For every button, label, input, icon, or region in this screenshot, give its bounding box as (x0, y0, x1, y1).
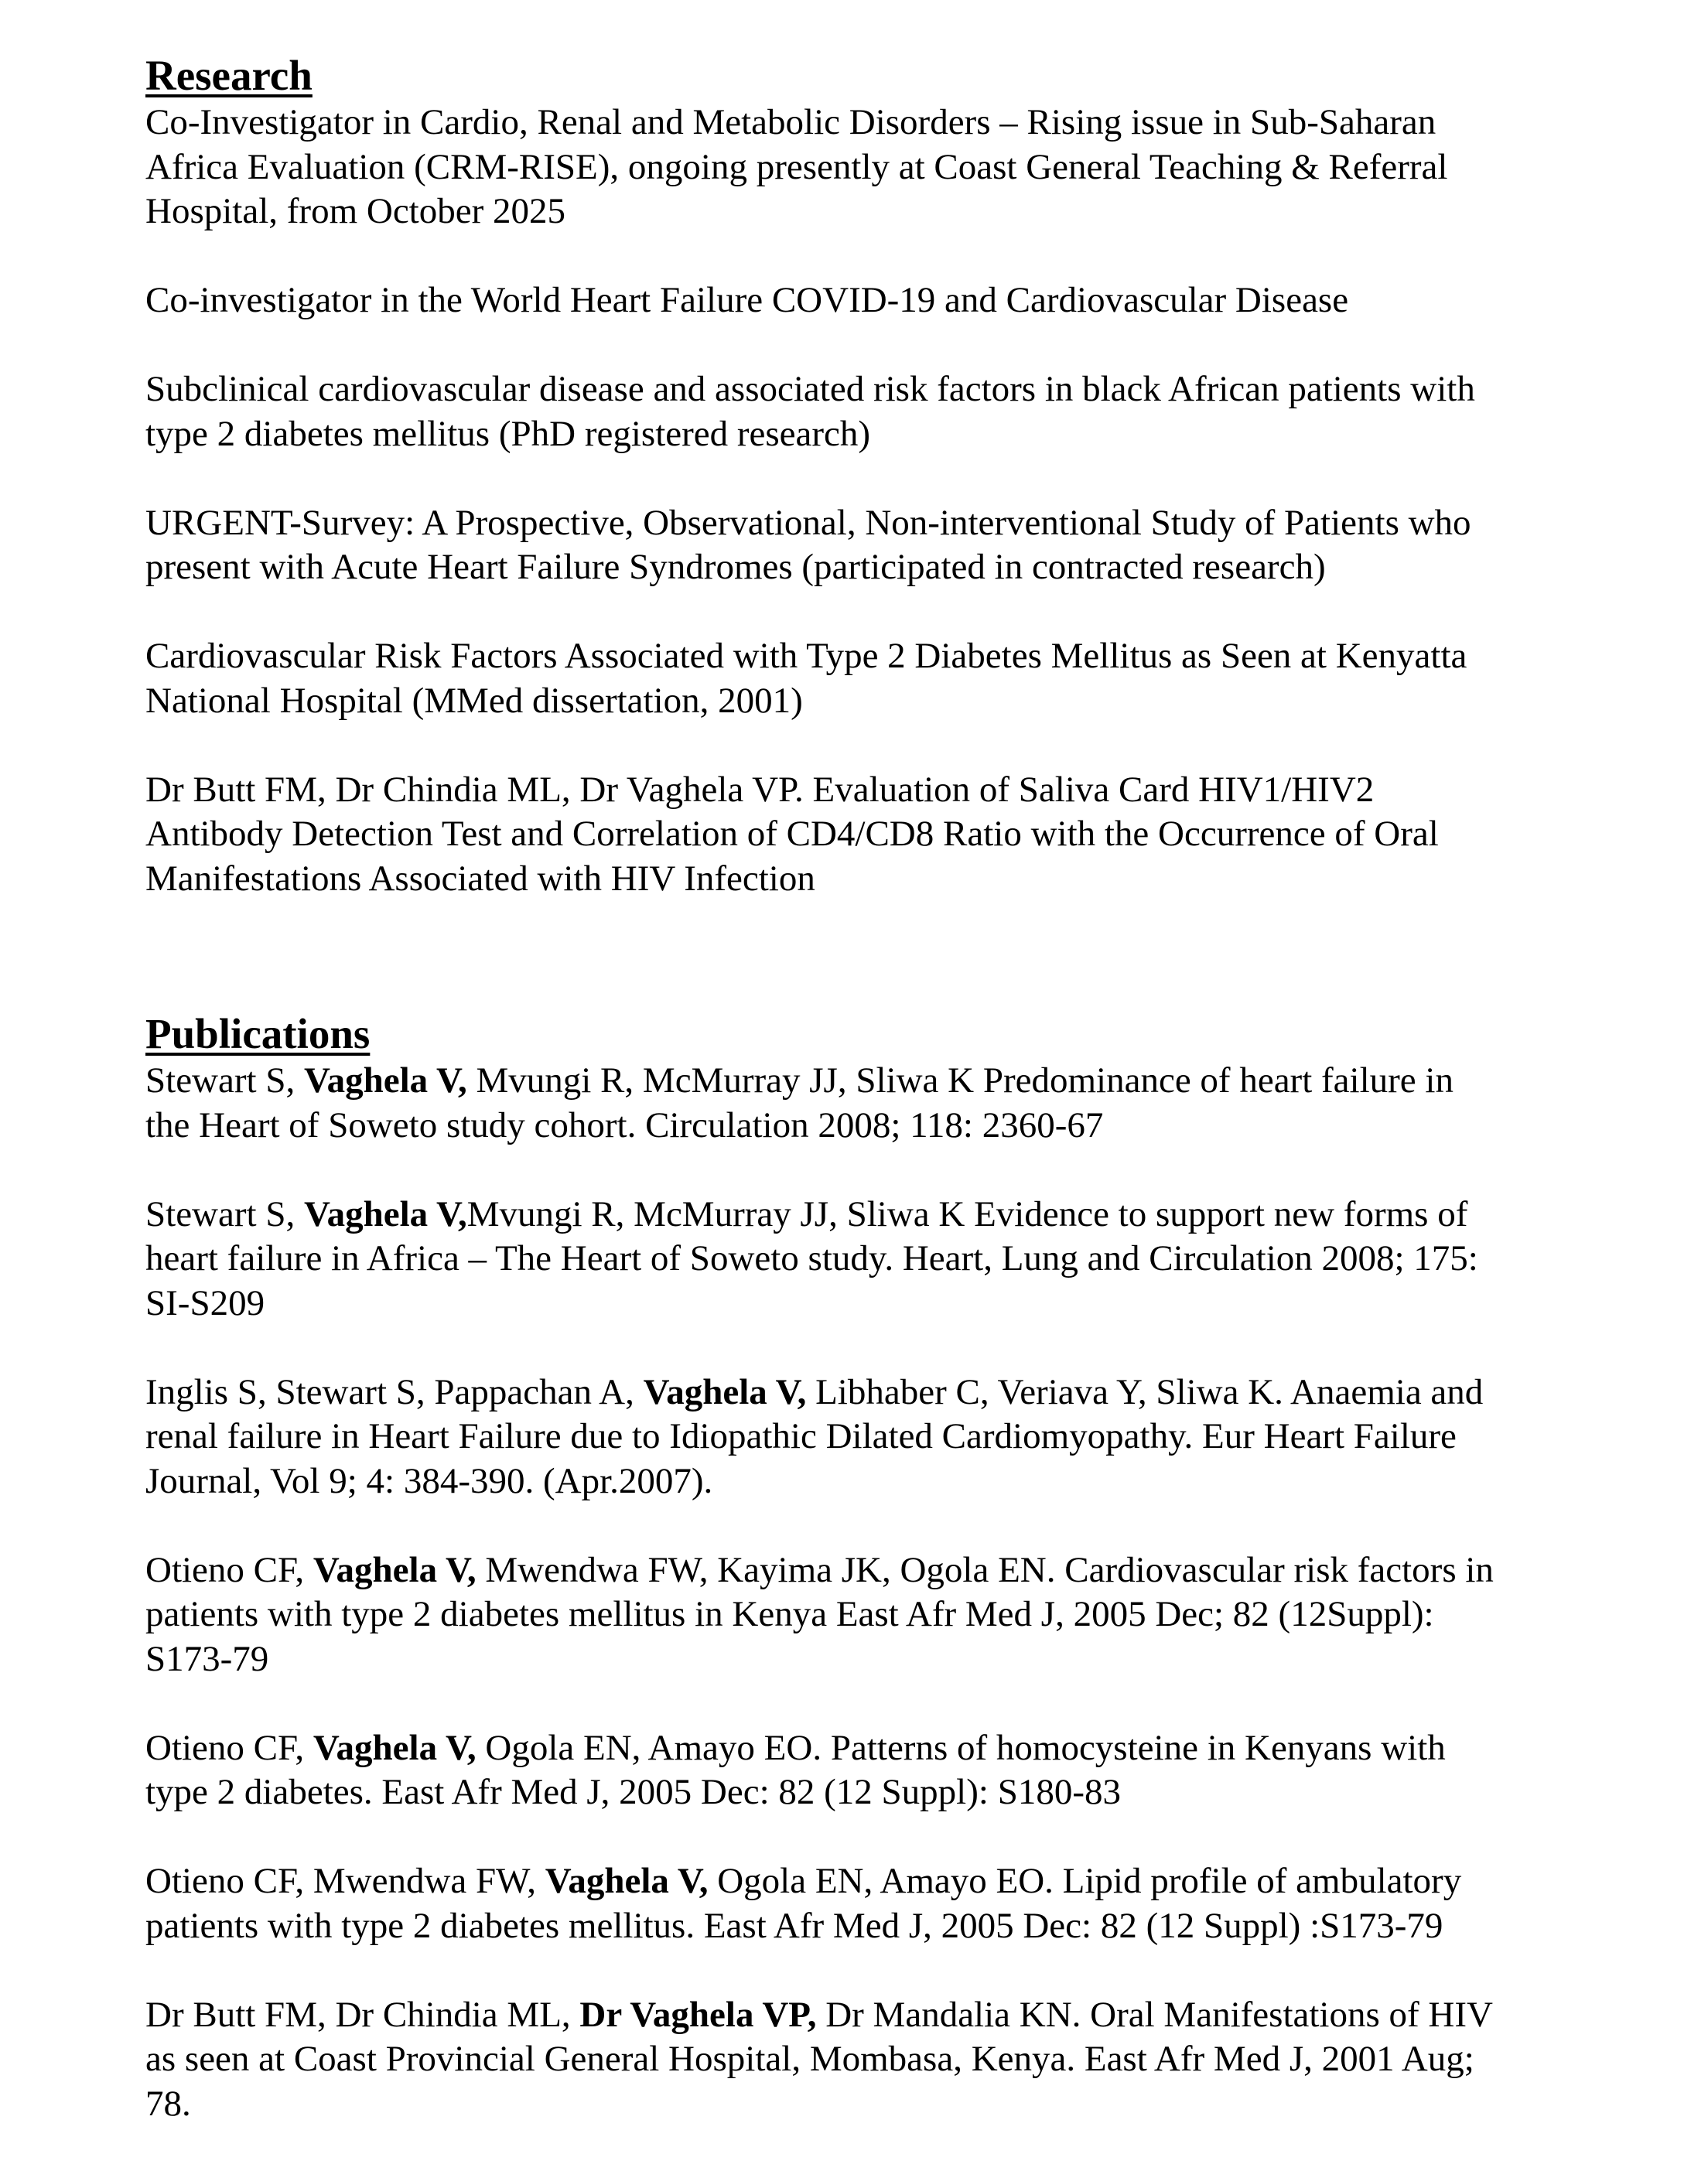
research-line: National Hospital (MMed dissertation, 2001) (145, 680, 803, 721)
section-spacer (145, 901, 1615, 1009)
research-line: Antibody Detection Test and Correlation of CD4/CD8 Ratio with the Occurrence of Oral (145, 814, 1439, 854)
research-entry (145, 634, 1615, 723)
research-line: Africa Evaluation (CRM-RISE), ongoing presently at Coast General Teaching & Referral (145, 146, 1448, 187)
publication-entry (145, 1726, 1615, 1815)
publication-first-line (145, 1726, 1615, 1771)
publication-highlighted-author: Vaghela V, (303, 1060, 467, 1101)
publication-text: Mvungi R, McMurray JJ, Sliwa K Predominance of heart failure in (466, 1060, 1454, 1101)
publication-authors-pre: Stewart S, (145, 1193, 304, 1234)
publication-line: as seen at Coast Provincial General Hospital, Mombasa, Kenya. East Afr Med J, 2001 Aug; (145, 2039, 1474, 2079)
research-line: Manifestations Associated with HIV Infection (145, 858, 815, 899)
research-line: Co-investigator in the World Heart Failure COVID-19 and Cardiovascular Disease (145, 280, 1349, 320)
publication-authors-pre: Dr Butt FM, Dr Chindia ML, (145, 1994, 580, 2035)
research-line: type 2 diabetes mellitus (PhD registered research) (145, 413, 871, 454)
publication-line: renal failure in Heart Failure due to Idiopathic Dilated Cardiomyopathy. Eur Heart Failure (145, 1416, 1457, 1456)
publication-text: Mvungi R, McMurray JJ, Sliwa K Evidence to support new forms of (466, 1193, 1468, 1234)
publication-first-line (145, 1193, 1615, 1237)
publications-section (145, 1009, 1615, 2126)
publication-line: S173-79 (145, 1638, 269, 1679)
publication-line: 78. (145, 2083, 191, 2124)
publication-first-line (145, 1371, 1615, 1415)
publication-text: Mwendwa FW, Kayima JK, Ogola EN. Cardiovascular risk factors in (476, 1549, 1494, 1590)
publication-authors-pre: Inglis S, Stewart S, Pappachan A, (145, 1371, 644, 1412)
publication-first-line (145, 1993, 1615, 2038)
publication-highlighted-author: Dr Vaghela VP, (579, 1994, 817, 2035)
publication-authors-pre: Otieno CF, Mwendwa FW, (145, 1861, 545, 1901)
research-line: present with Acute Heart Failure Syndromes (participated in contracted research) (145, 547, 1326, 587)
publication-first-line (145, 1059, 1615, 1104)
publication-entry (145, 1059, 1615, 1148)
publication-entry (145, 1548, 1615, 1682)
research-section (145, 51, 1615, 901)
publication-highlighted-author: Vaghela V, (313, 1727, 477, 1768)
research-line: Subclinical cardiovascular disease and associated risk factors in black African patients with (145, 369, 1475, 409)
publication-entry (145, 1193, 1615, 1326)
publications-heading: Publications (145, 1010, 371, 1057)
research-line: Cardiovascular Risk Factors Associated with Type 2 Diabetes Mellitus as Seen at Kenyatta (145, 636, 1467, 676)
publication-authors-pre: Otieno CF, (145, 1549, 313, 1590)
publication-authors-pre: Stewart S, (145, 1060, 304, 1101)
publication-text: Ogola EN, Amayo EO. Patterns of homocysteine in Kenyans with (476, 1727, 1446, 1768)
research-heading: Research (145, 52, 313, 99)
research-line: Hospital, from October 2025 (145, 191, 566, 231)
publication-first-line (145, 1859, 1615, 1904)
publication-highlighted-author: Vaghela V, (303, 1193, 467, 1234)
publication-highlighted-author: Vaghela V, (313, 1549, 477, 1590)
research-entry (145, 768, 1615, 902)
publication-entry (145, 1859, 1615, 1948)
research-entry (145, 278, 1615, 323)
publication-text: Libhaber C, Veriava Y, Sliwa K. Anaemia and (806, 1371, 1484, 1412)
document-page (145, 51, 1615, 2171)
research-entry (145, 501, 1615, 590)
publication-line: SI-S209 (145, 1282, 265, 1323)
research-line: URGENT-Survey: A Prospective, Observational, Non-interventional Study of Patients who (145, 502, 1471, 543)
publication-text: Dr Mandalia KN. Oral Manifestations of HIV (816, 1994, 1493, 2035)
research-entry (145, 101, 1615, 234)
publication-highlighted-author: Vaghela V, (545, 1861, 709, 1901)
publication-entry (145, 1993, 1615, 2127)
publication-highlighted-author: Vaghela V, (643, 1371, 807, 1412)
publication-authors-pre: Otieno CF, (145, 1727, 313, 1768)
publication-line: the Heart of Soweto study cohort. Circulation 2008; 118: 2360-67 (145, 1104, 1104, 1145)
publication-line: type 2 diabetes. East Afr Med J, 2005 Dec: 82 (12 Suppl): S180-83 (145, 1772, 1121, 1812)
publication-first-line (145, 1548, 1615, 1593)
publication-entry (145, 1371, 1615, 1504)
publication-line: heart failure in Africa – The Heart of Soweto study. Heart, Lung and Circulation 2008; 175: (145, 1238, 1478, 1278)
research-line: Dr Butt FM, Dr Chindia ML, Dr Vaghela VP. Evaluation of Saliva Card HIV1/HIV2 (145, 769, 1375, 810)
publication-line: patients with type 2 diabetes mellitus in Kenya East Afr Med J, 2005 Dec; 82 (12Suppl): (145, 1594, 1434, 1634)
publication-text: Ogola EN, Amayo EO. Lipid profile of ambulatory (708, 1861, 1462, 1901)
research-line: Co-Investigator in Cardio, Renal and Metabolic Disorders – Rising issue in Sub-Saharan (145, 102, 1436, 142)
publication-line: patients with type 2 diabetes mellitus. East Afr Med J, 2005 Dec: 82 (12 Suppl) :S173-79 (145, 1905, 1443, 1946)
publication-line: Journal, Vol 9; 4: 384-390. (Apr.2007). (145, 1460, 713, 1501)
research-entry (145, 367, 1615, 456)
